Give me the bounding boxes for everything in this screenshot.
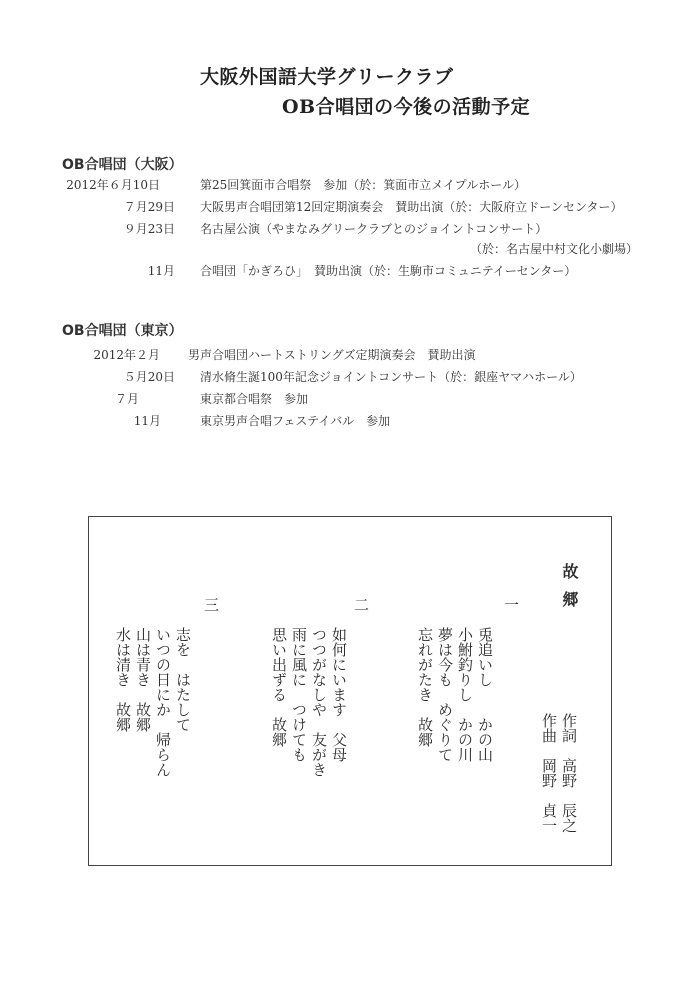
event-text: 東京男声合唱フェステイバル 参加: [200, 414, 391, 428]
event-date: 2012年２月: [93, 348, 160, 362]
event-date: ５月20日: [123, 370, 175, 384]
section-heading-tokyo: OB合唱団（東京）: [62, 323, 183, 339]
event-row: [0, 198, 700, 218]
verse-line: 兎追いし かの山: [476, 627, 494, 762]
verse-number: 一: [502, 597, 520, 612]
event-row: [0, 346, 700, 366]
verse-line: 水は清き 故郷: [114, 627, 132, 732]
verse-number: 二: [352, 597, 370, 612]
event-text: 大阪男声合唱団第12回定期演奏会 賛助出演（於：大阪府立ドーンセンター）: [200, 200, 623, 214]
verse-line: 如何にいます 父母: [330, 627, 348, 762]
event-date: 2012年６月10日: [66, 178, 160, 192]
event-row-continuation: [0, 240, 700, 260]
composer-credit: 作曲 岡野 貞一: [540, 713, 558, 833]
event-text: 第25回箕面市合唱祭 参加（於：箕面市立メイプルホール）: [200, 178, 526, 192]
verse-line: 志を はたして: [174, 627, 192, 732]
verse-line: 思い出ずる 故郷: [270, 627, 288, 747]
verse-number: 三: [202, 597, 220, 612]
event-row: [0, 176, 700, 196]
event-date: 11月: [147, 264, 175, 278]
event-text: 清水脩生誕100年記念ジョイントコンサート（於：銀座ヤマハホール）: [200, 370, 582, 384]
section-heading-osaka: OB合唱団（大阪）: [62, 157, 183, 173]
event-row: [0, 368, 700, 388]
event-text: 名古屋公演（やまなみグリークラブとのジョイントコンサート）: [200, 222, 548, 236]
song-lyrics-box: [88, 516, 612, 866]
lyricist-credit: 作詞 高野 辰之: [560, 713, 578, 833]
event-venue: （於：名古屋中村文化小劇場）: [470, 242, 639, 256]
event-row: [0, 390, 700, 410]
event-text: 男声合唱団ハートストリングズ定期演奏会 賛助出演: [188, 348, 476, 362]
event-date: ７月: [114, 392, 139, 406]
song-title: 故郷: [560, 563, 579, 619]
event-text: 東京都合唱祭 参加: [200, 392, 309, 406]
event-date: ７月29日: [123, 200, 175, 214]
verse-line: 小鮒釣りし かの川: [456, 627, 474, 762]
event-text: 合唱団「かぎろひ」 賛助出演（於：生駒市コミュニテイーセンター）: [200, 264, 577, 278]
page-title-line-1: 大阪外国語大学グリークラブ: [200, 66, 454, 88]
event-row: [0, 220, 700, 240]
event-row: [0, 262, 700, 282]
event-date: ９月23日: [123, 222, 175, 236]
verse-line: 雨に風に つけても: [290, 627, 308, 762]
verse-line: 忘れがたき 故郷: [416, 627, 434, 747]
event-row: [0, 412, 700, 432]
page-title-line-2: OB合唱団の今後の活動予定: [282, 96, 531, 118]
verse-line: 山は青き 故郷: [134, 627, 152, 732]
verse-line: 夢は今も めぐりて: [436, 627, 454, 762]
verse-line: つつがなしや 友がき: [310, 627, 328, 777]
event-date: 11月: [133, 414, 161, 428]
verse-line: いつの日にか 帰らん: [154, 627, 172, 777]
